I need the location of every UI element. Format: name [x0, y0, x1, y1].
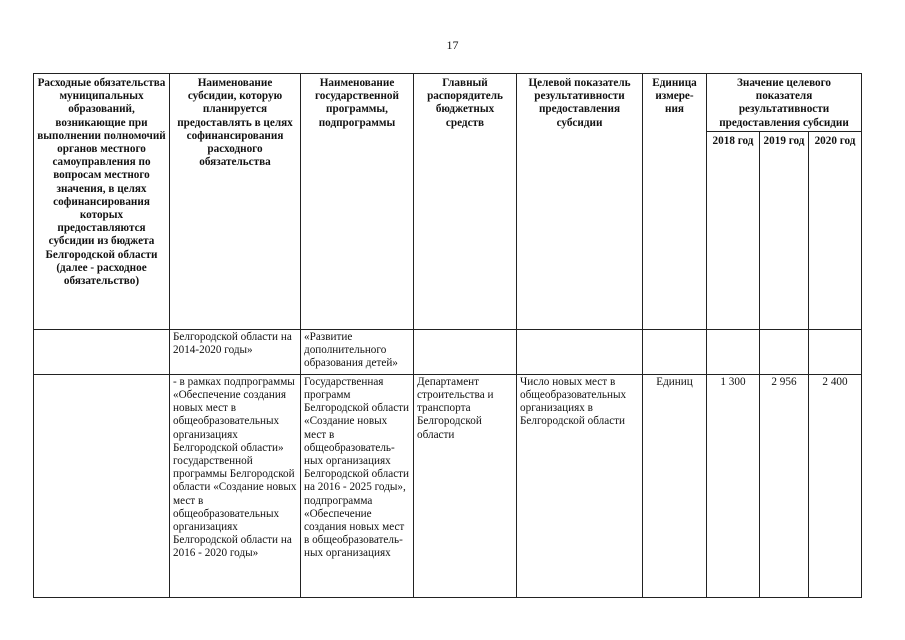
cell-2020 — [809, 329, 862, 374]
cell-obligation — [34, 374, 170, 597]
header-row — [34, 74, 862, 132]
header-expense-obligations: Расходные обязательства муниципальных образований, возникающие при выполнении полномочий органов местного самоуправления по вопросам местного значения, в целях софинансирования которых предоставляются субсидии из бюджета Белгородской области (далее - расходное обязательство) — [34, 74, 170, 330]
cell-2020: 2 400 — [809, 374, 862, 597]
header-program-name: Наименование государственной программы, подпрограммы — [301, 74, 414, 330]
header-target-indicator: Целевой показатель результативности предоставления субсидии — [517, 74, 643, 330]
header-budget-manager: Главный распорядитель бюджетных средств — [414, 74, 517, 330]
table-row — [34, 329, 862, 374]
header-year-2020: 2020 год — [809, 131, 862, 329]
cell-subsidy-text: - в рамках подпрограммы «Обеспечение создания новых мест в общеобразовательных организациях Белгородской области» государственной программы Белгородской области «Создание новых мест в общеобразовательных организациях Белгородской области на 2016 - 2020 годы» — [173, 375, 297, 560]
table-row — [34, 374, 862, 597]
cell-program — [301, 374, 414, 597]
cell-unit — [643, 329, 707, 374]
cell-subsidy: Белгородской области на 2014-2020 годы» — [170, 329, 301, 374]
cell-obligation — [34, 329, 170, 374]
cell-2018: 1 300 — [707, 374, 760, 597]
header-subsidy-name: Наименование субсидии, которую планируется предоставлять в целях софинансирования расходного обязательства — [170, 74, 301, 330]
header-year-2018: 2018 год — [707, 131, 760, 329]
page-number: 17 — [446, 38, 459, 52]
cell-2019 — [760, 329, 809, 374]
cell-2019: 2 956 — [760, 374, 809, 597]
cell-2018 — [707, 329, 760, 374]
header-indicator-value: Значение целевого показателя результативности предоставления субсидии — [707, 74, 862, 132]
cell-manager: Департамент строительства и транспорта Белгородской области — [414, 374, 517, 597]
cell-program: «Развитие дополнительного образования детей» — [301, 329, 414, 374]
header-unit: Единица измере-ния — [643, 74, 707, 330]
cell-unit: Единиц — [643, 374, 707, 597]
cell-program-text: Государственная программ Белгородской области «Создание новых мест в общеобразователь-ных организациях Белгородской области на 2016 - 2025 годы», подпрограмма «Обеспечение создания новых мест в общеобразователь-ных организациях — [304, 375, 410, 560]
cell-subsidy — [170, 374, 301, 597]
cell-manager — [414, 329, 517, 374]
cell-indicator: Число новых мест в общеобразовательных организациях в Белгородской области — [517, 374, 643, 597]
cell-indicator — [517, 329, 643, 374]
header-year-2019: 2019 год — [760, 131, 809, 329]
subsidy-table — [33, 73, 862, 598]
